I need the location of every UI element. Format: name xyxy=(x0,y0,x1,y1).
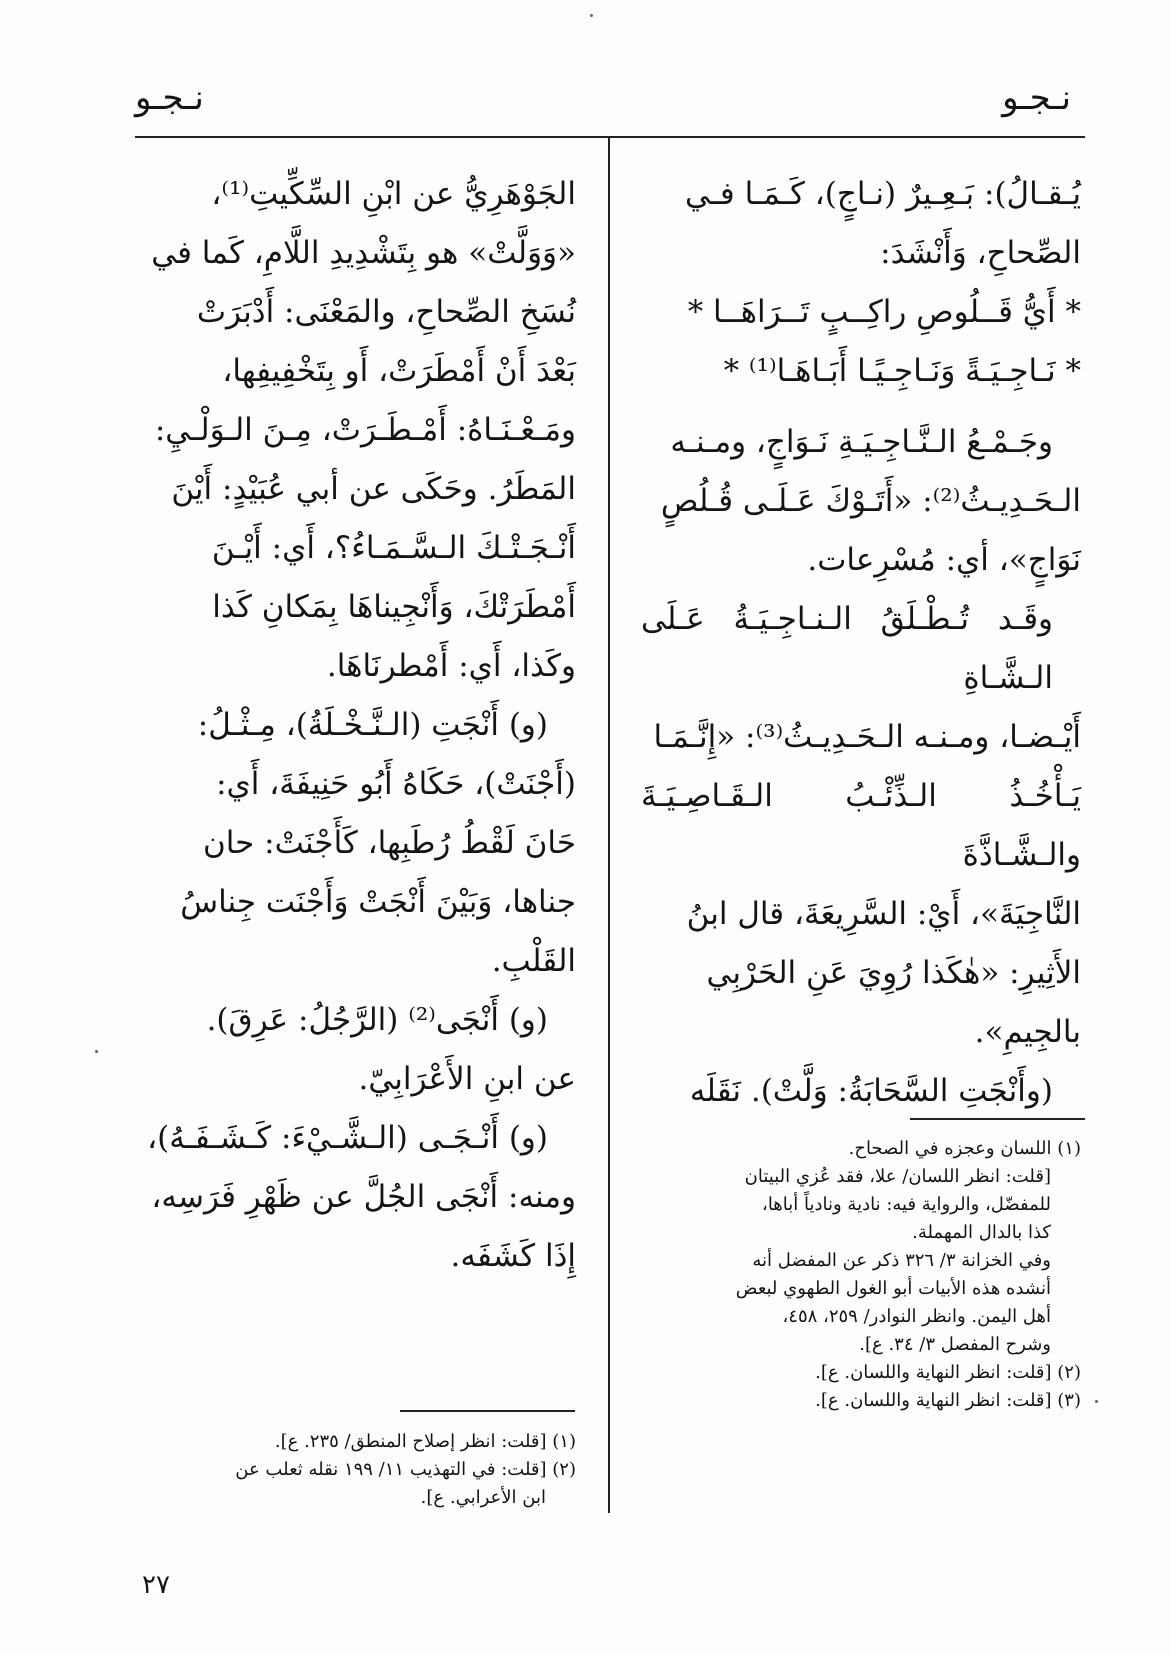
text-line: (و) أَنْجَتِ (الـنَّـخْـلَةُ)، مِـثْـلُ: xyxy=(197,707,548,743)
footnote-line: للمفضّل، والرواية فيه: نادية ونادياً أباها، xyxy=(762,1194,1051,1215)
text-line: (و) أَنْـجَـى (الـشَّـيْءَ: كَـشَـفَـهُ)، xyxy=(147,1120,548,1156)
footnote-line: (٢) [قلت: في التهذيب ١١/ ١٩٩ نقله ثعلب عن xyxy=(235,1459,576,1480)
text-line: بالجِيمِ». xyxy=(974,1014,1081,1050)
text-line: وقَـد تُـطْـلَقُ الـنـاجِـيَـةُ عَـلَى الـشَّـاةِ xyxy=(641,601,1053,696)
column-divider xyxy=(608,138,610,1513)
left-footnotes xyxy=(131,1428,576,1512)
header-rule xyxy=(135,136,1085,138)
text-line: يَـأْخُـذُ الـذِّئْـبُ الـقَـاصِـيَـةَ والـشَّـاذَّةَ xyxy=(641,778,1081,873)
text-line: الصِّحاحِ، وَأَنْشَدَ: xyxy=(880,235,1081,271)
footnote-line: وشرح المفصل ٣/ ٣٤. ع]. xyxy=(859,1334,1051,1355)
footnote-line: كذا بالدال المهملة. xyxy=(912,1222,1051,1243)
scan-speck xyxy=(95,1050,98,1053)
text-line: نُسَخِ الصِّحاحِ، والمَعْنَى: أَدْبَرَتْ xyxy=(196,294,576,330)
footnote-line: أهل اليمن. وانظر النوادر/ ٢٥٩، ٤٥٨، xyxy=(782,1306,1051,1327)
text-line: (وأَنْجَتِ السَّحَابَةُ: وَلَّتْ). نَقَلَه xyxy=(689,1073,1053,1109)
text-line: ومَـعْـنَـاهُ: أَمْـطَـرَتْ، مِـنَ الـوَلْـيِ: xyxy=(154,412,576,448)
text-line: القَلْبِ. xyxy=(491,943,576,979)
footnote-line: (١) [قلت: انظر إصلاح المنطق/ ٢٣٥. ع]. xyxy=(274,1431,576,1452)
text-line: أَيْـضـا، ومـنـه الـحَـدِيـثُ⁽³⁾: «إِنَّـمَـا xyxy=(653,719,1081,755)
footnote-line: أنشده هذه الأبيات أبو الغول الطهوي لبعض xyxy=(735,1278,1051,1299)
verse-line: * أَيُّ قَــلُوصِ راكِــبٍ تَــرَاهَــا * xyxy=(687,294,1081,330)
footnote-line: (٣) [قلت: انظر النهاية واللسان. ع]. xyxy=(815,1390,1081,1411)
right-footnotes xyxy=(636,1135,1081,1415)
text-line: وكَذا، أَي: أَمْطرنَاهَا. xyxy=(326,648,576,684)
footnote-line: (٢) [قلت: انظر النهاية واللسان. ع]. xyxy=(815,1362,1081,1383)
footnote-rule-left xyxy=(400,1410,575,1412)
text-line: بَعْدَ أَنْ أَمْطَرَتْ، أَو بِتَخْفِيفِها، xyxy=(222,353,576,389)
text-line: الأَثِيرِ: «هٰكَذا رُوِيَ عَنِ الحَرْبِي xyxy=(706,955,1081,991)
text-line: وجَـمْـعُ الـنَّـاجِـيَـةِ نَـوَاجٍ، ومـنـه xyxy=(670,424,1053,460)
text-line: النَّاجِيَةَ»، أَيْ: السَّرِيعَةَ، قال ابنُ xyxy=(686,896,1081,932)
text-line: (و) أَنْجَى⁽²⁾ (الرَّجُلُ: عَرِقَ). xyxy=(206,1002,548,1038)
text-line: الـحَـدِيـثُ⁽²⁾: «أَتَـوْكَ عَـلَـى قُـلُصٍ xyxy=(660,483,1081,519)
text-line: «وَوَلَّتْ» هو بِتَشْدِيدِ اللَّامِ، كَما في xyxy=(151,235,576,271)
text-line: جناها، وَبَيْنَ أَنْجَتْ وَأَجْنَت جِناسُ xyxy=(180,884,576,920)
verse-line: * نَـاجِـيَـةً وَنَـاجِـيًـا أَبَـاهَـا⁽¹⁾ * xyxy=(723,353,1081,389)
text-line: عن ابنِ الأَعْرَابِيّ. xyxy=(358,1061,576,1097)
text-line: نَوَاجٍ»، أي: مُسْرِعات. xyxy=(807,542,1081,578)
text-line: يُـقـالُ): بَـعِـيرٌ (نـاجٍ)، كَـمَـا فـي xyxy=(685,176,1081,212)
footnote-line: [قلت: انظر اللسان/ علا، فقد عُزي البيتان xyxy=(744,1166,1051,1187)
left-column xyxy=(136,165,576,1286)
footnote-line: وفي الخزانة ٣/ ٣٢٦ ذكر عن المفضل أنه xyxy=(752,1250,1051,1271)
text-line: الجَوْهَرِيُّ عن ابْنِ السِّكِّيتِ⁽¹⁾، xyxy=(211,176,576,212)
text-line: ومنه: أَنْجَى الجُلَّ عن ظَهْرِ فَرَسِه، xyxy=(151,1179,576,1215)
page-number: ٢٧ xyxy=(142,1570,170,1600)
text-line: أَنْـجَـتْـكَ الـسَّـمَـاءُ؟، أَي: أَيْـنَ xyxy=(211,530,576,566)
text-line: إِذَا كَشَفَه. xyxy=(450,1238,576,1274)
scan-speck xyxy=(1095,1400,1098,1403)
text-line: (أَجْنَتْ)، حَكَاهُ أَبُو حَنِيفَةَ، أَي: xyxy=(216,766,576,802)
header-left-keyword: نـجـو xyxy=(135,78,204,118)
right-column xyxy=(641,165,1081,1121)
text-line: أَمْطَرَتْكَ، وَأَنْجِيناهَا بِمَكانِ كَذا xyxy=(212,589,576,625)
footnote-line: ابن الأعرابي. ع]. xyxy=(420,1487,546,1508)
header-right-keyword: نـجـو xyxy=(1002,78,1071,118)
footnote-line: (١) اللسان وعجزه في الصحاح. xyxy=(848,1138,1081,1159)
footnote-rule-right xyxy=(910,1118,1085,1120)
text-line: المَطَرُ. وحَكَى عن أبي عُبَيْدٍ: أَيْنَ xyxy=(171,471,576,507)
scan-speck xyxy=(590,14,593,17)
text-line: حَانَ لَقْطُ رُطَبِها، كَأَجْنَتْ: حان xyxy=(202,825,576,861)
